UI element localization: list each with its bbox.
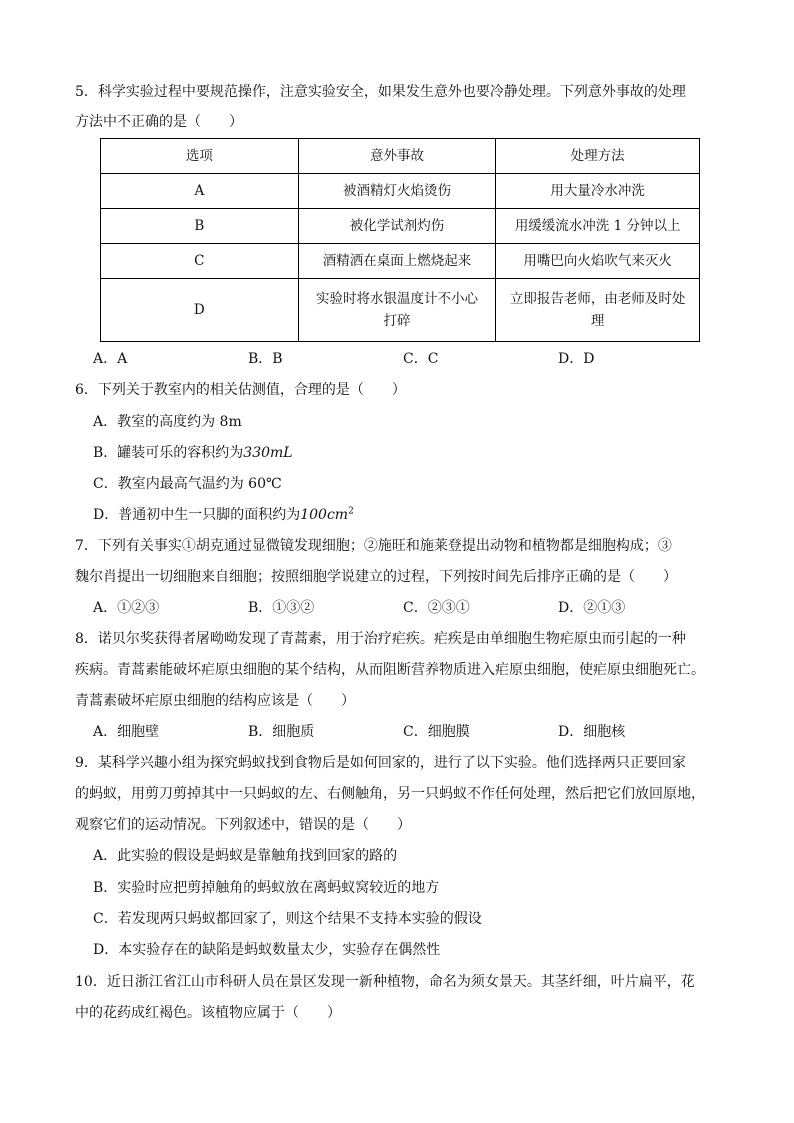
q9-option-c: C．若发现两只蚂蚁都回家了，则这个结果不支持本实验的假设 [93, 911, 482, 927]
table-row [101, 174, 700, 209]
q5-option-a: A．A [93, 351, 128, 367]
table-row [101, 209, 700, 244]
q5-options [93, 349, 773, 369]
table-cell-option: A [101, 174, 299, 209]
q8-option-c: C．细胞膜 [403, 724, 470, 740]
q8-options [93, 722, 773, 742]
q5-stem-line2: 方法中不正确的是（ ） [75, 114, 243, 130]
q8-stem-line2: 疾病。青蒿素能破坏疟原虫细胞的某个结构，从而阻断营养物质进入疟原虫细胞，使疟原虫细胞死亡。 [75, 662, 705, 678]
table-row [101, 279, 700, 342]
q8-option-d: D．细胞核 [558, 724, 626, 740]
table-cell-option: B [101, 209, 299, 244]
q6-option-c: C．教室内最高气温约为 60℃ [93, 476, 282, 492]
q7-stem-line1: 7．下列有关事实①胡克通过显微镜发现细胞；②施旺和施莱登提出动物和植物都是细胞构成；③ [75, 538, 672, 554]
q7-option-b: B．①③② [248, 600, 315, 616]
q7-option-d: D．②①③ [558, 600, 626, 616]
table-cell-accident [298, 279, 496, 342]
table-header-option: 选项 [101, 139, 299, 174]
q6-option-b-math: 330mL [243, 445, 293, 461]
table-cell-method: 用嘴巴向火焰吹气来灭火 [496, 244, 700, 279]
q10-stem-line1: 10．近日浙江省江山市科研人员在景区发现一新种植物，命名为须女景天。其茎纤细，叶片扁平，花 [75, 974, 695, 990]
q6-stem: 6．下列关于教室内的相关估测值，合理的是（ ） [75, 382, 406, 398]
q8-option-a: A．细胞壁 [93, 724, 160, 740]
table-cell-accident: 酒精洒在桌面上燃烧起来 [298, 244, 496, 279]
q7-option-a: A．①②③ [93, 600, 160, 616]
q9-stem-line2: 的蚂蚁，用剪刀剪掉其中一只蚂蚁的左、右侧触角，另一只蚂蚁不作任何处理，然后把它们放回原地， [75, 786, 705, 802]
table-cell-method: 用大量冷水冲洗 [496, 174, 700, 209]
q10-stem-line2: 中的花药成红褐色。该植物应属于（ ） [75, 1005, 341, 1021]
q5-accident-table [100, 138, 700, 342]
table-cell-option: C [101, 244, 299, 279]
q6-option-a: A．教室的高度约为 8m [93, 414, 242, 430]
q6-option-d-text: D．普通初中生一只脚的面积约为 [93, 507, 301, 523]
q7-options [93, 598, 773, 618]
q6-option-d [93, 505, 354, 525]
q6-option-b [93, 443, 293, 463]
q9-option-b: B．实验时应把剪掉触角的蚂蚁放在离蚂蚁窝较近的地方 [93, 880, 440, 896]
table-cell-accident-line2: 打碎 [383, 313, 411, 329]
table-header-accident: 意外事故 [298, 139, 496, 174]
q8-option-b: B．细胞质 [248, 724, 315, 740]
q6-option-b-text: B．罐装可乐的容积约为 [93, 445, 244, 461]
table-header-method: 处理方法 [496, 139, 700, 174]
q8-stem-line3: 青蒿素破坏疟原虫细胞的结构应该是（ ） [75, 693, 355, 709]
table-cell-option: D [101, 279, 299, 342]
table-cell-accident: 被化学试剂灼伤 [298, 209, 496, 244]
table-cell-method [496, 279, 700, 342]
q5-stem-line1: 5．科学实验过程中要规范操作，注意实验安全，如果发生意外也要冷静处理。下列意外事故的处理 [75, 84, 686, 100]
q6-option-d-exponent: 2 [348, 506, 354, 517]
table-cell-accident: 被酒精灯火焰烫伤 [298, 174, 496, 209]
table-cell-accident-line1: 实验时将水银温度计不小心 [315, 291, 478, 307]
q7-option-c: C．②③① [403, 600, 470, 616]
q7-stem-line2: 魏尔肖提出一切细胞来自细胞；按照细胞学说建立的过程，下列按时间先后排序正确的是（ ） [75, 569, 677, 585]
q5-option-b: B．B [248, 351, 283, 367]
q5-option-d: D．D [558, 351, 595, 367]
q8-stem-line1: 8．诺贝尔奖获得者屠呦呦发现了青蒿素，用于治疗疟疾。疟疾是由单细胞生物疟原虫而引起的一种 [75, 631, 686, 647]
table-cell-method: 用缓缓流水冲洗 1 分钟以上 [496, 209, 700, 244]
q9-option-d: D．本实验存在的缺陷是蚂蚁数量太少，实验存在偶然性 [93, 942, 441, 958]
table-row [101, 244, 700, 279]
q9-option-a: A．此实验的假设是蚂蚁是靠触角找到回家的路的 [93, 848, 398, 864]
q5-option-c: C．C [403, 351, 439, 367]
q9-stem-line3: 观察它们的运动情况。下列叙述中，错误的是（ ） [75, 817, 411, 833]
q9-stem-line1: 9．某科学兴趣小组为探究蚂蚁找到食物后是如何回家的，进行了以下实验。他们选择两只正要回家 [75, 755, 686, 771]
table-cell-method-line1: 立即报告老师，由老师及时处 [509, 291, 686, 307]
table-header-row [101, 139, 700, 174]
table-cell-method-line2: 理 [590, 313, 605, 329]
q6-option-d-math: 100cm [300, 507, 349, 523]
